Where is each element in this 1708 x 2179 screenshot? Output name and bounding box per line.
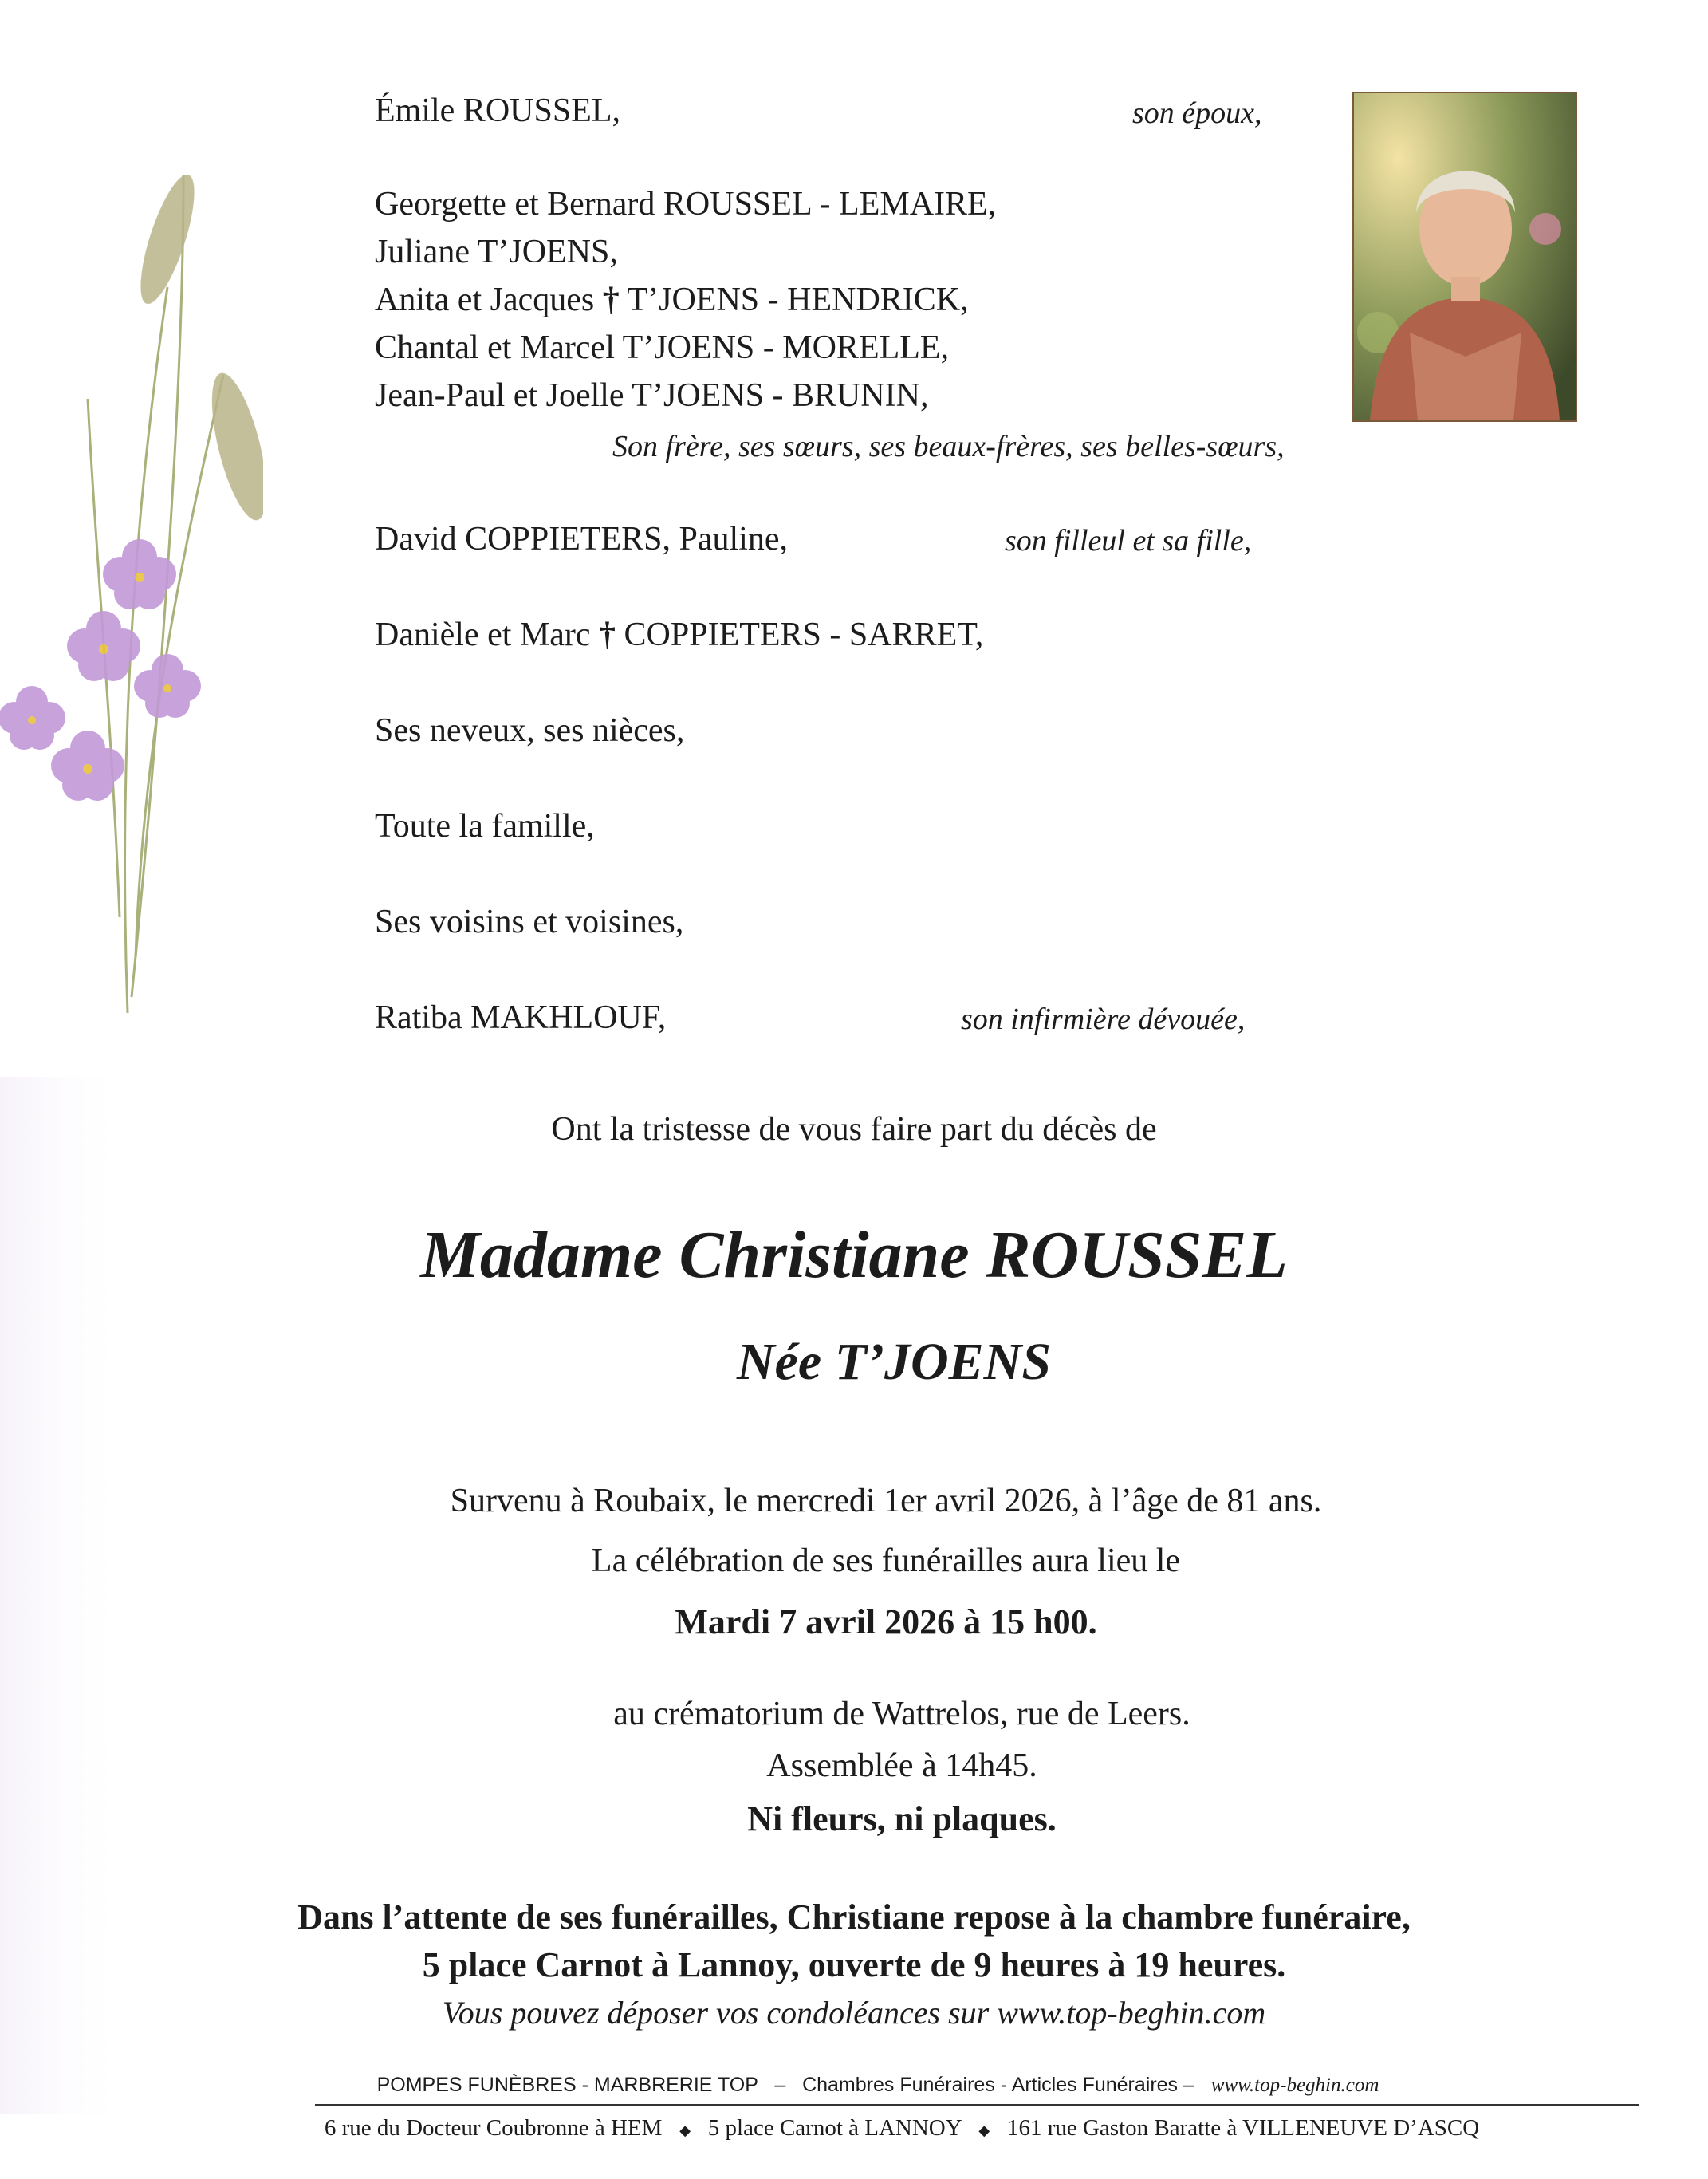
nurse-role: son infirmière dévouée,	[961, 1003, 1246, 1036]
wheat-ears	[130, 169, 263, 525]
dagger-icon: †	[599, 617, 616, 653]
sibling-text: Georgette et Bernard ROUSSEL - LEMAIRE,	[375, 186, 997, 223]
footer-website: www.top-beghin.com	[1210, 2075, 1379, 2096]
footer-separator: –	[774, 2074, 786, 2096]
godson-role: son filleul et sa fille,	[1005, 524, 1252, 558]
footer-company-line	[24, 2074, 1708, 2097]
siblings-role: Son frère, ses sœurs, ses beaux-frères, ses belles-sœurs,	[612, 430, 1285, 463]
sibling-line	[375, 329, 949, 367]
announcement-text: Ont la tristesse de vous faire part du décès de	[551, 1111, 1157, 1148]
rest-line-1: Dans l’attente de ses funérailles, Christiane repose à la chambre funéraire,	[297, 1897, 1411, 1937]
sibling-text: T’JOENS - HENDRICK,	[619, 282, 969, 318]
portrait-photo	[1352, 92, 1577, 422]
funeral-location: au crématorium de Wattrelos, rue de Leers.	[613, 1696, 1190, 1732]
sibling-line	[375, 185, 996, 223]
floral-decoration	[0, 0, 263, 2179]
coppieters-line	[375, 616, 983, 654]
flowers-notice: Ni fleurs, ni plaques.	[747, 1799, 1057, 1838]
violet-flowers	[0, 539, 201, 801]
sibling-line	[375, 233, 618, 271]
sibling-text: Juliane T’JOENS,	[375, 234, 618, 270]
footer-address-hem: 6 rue du Docteur Coubronne à HEM	[324, 2115, 663, 2141]
condolences-text: Vous pouvez déposer vos condoléances sur www.top-beghin.com	[442, 1995, 1266, 2031]
diamond-bullet-icon: ◆	[679, 2122, 691, 2138]
maiden-name: Née T’JOENS	[736, 1333, 1052, 1391]
footer-divider	[315, 2104, 1639, 2106]
sibling-text: Anita et Jacques	[375, 282, 603, 318]
footer-address-villeneuve: 161 rue Gaston Baratte à VILLENEUVE D’ASCQ	[1006, 2115, 1480, 2141]
dagger-icon: †	[602, 282, 620, 318]
sibling-line	[375, 376, 928, 415]
sibling-text: Chantal et Marcel T’JOENS - MORELLE,	[375, 329, 950, 366]
nephews-line: Ses neveux, ses nièces,	[375, 712, 685, 749]
spouse-name: Émile ROUSSEL,	[375, 93, 621, 129]
sibling-line	[375, 281, 969, 319]
celebration-text: La célébration de ses funérailles aura lieu le	[591, 1543, 1181, 1579]
godson-name: David COPPIETERS, Pauline,	[375, 521, 789, 558]
nurse-name: Ratiba MAKHLOUF,	[375, 999, 667, 1036]
footer-address-lannoy: 5 place Carnot à LANNOY	[707, 2115, 962, 2141]
coppieters-text: Danièle et Marc	[375, 617, 600, 653]
assembly-time: Assemblée à 14h45.	[766, 1748, 1037, 1784]
diamond-bullet-icon: ◆	[978, 2122, 990, 2138]
sibling-text: Jean-Paul et Joelle T’JOENS - BRUNIN,	[375, 377, 929, 414]
portrait-image	[1354, 93, 1576, 420]
footer-company: POMPES FUNÈBRES - MARBRERIE TOP	[376, 2074, 758, 2096]
coppieters-text: COPPIETERS - SARRET,	[616, 617, 984, 653]
funeral-date: Mardi 7 avril 2026 à 15 h00.	[675, 1602, 1097, 1641]
footer-addresses	[48, 2115, 1708, 2142]
rest-line-2: 5 place Carnot à Lannoy, ouverte de 9 heures à 19 heures.	[422, 1945, 1286, 1984]
deceased-name: Madame Christiane ROUSSEL	[420, 1218, 1288, 1292]
neighbors-line: Ses voisins et voisines,	[375, 904, 684, 940]
footer-services: Chambres Funéraires - Articles Funéraires –	[802, 2074, 1194, 2096]
death-details: Survenu à Roubaix, le mercredi 1er avril 2026, à l’âge de 81 ans.	[450, 1483, 1322, 1519]
family-line: Toute la famille,	[375, 808, 595, 845]
spouse-role: son époux,	[1132, 97, 1262, 130]
